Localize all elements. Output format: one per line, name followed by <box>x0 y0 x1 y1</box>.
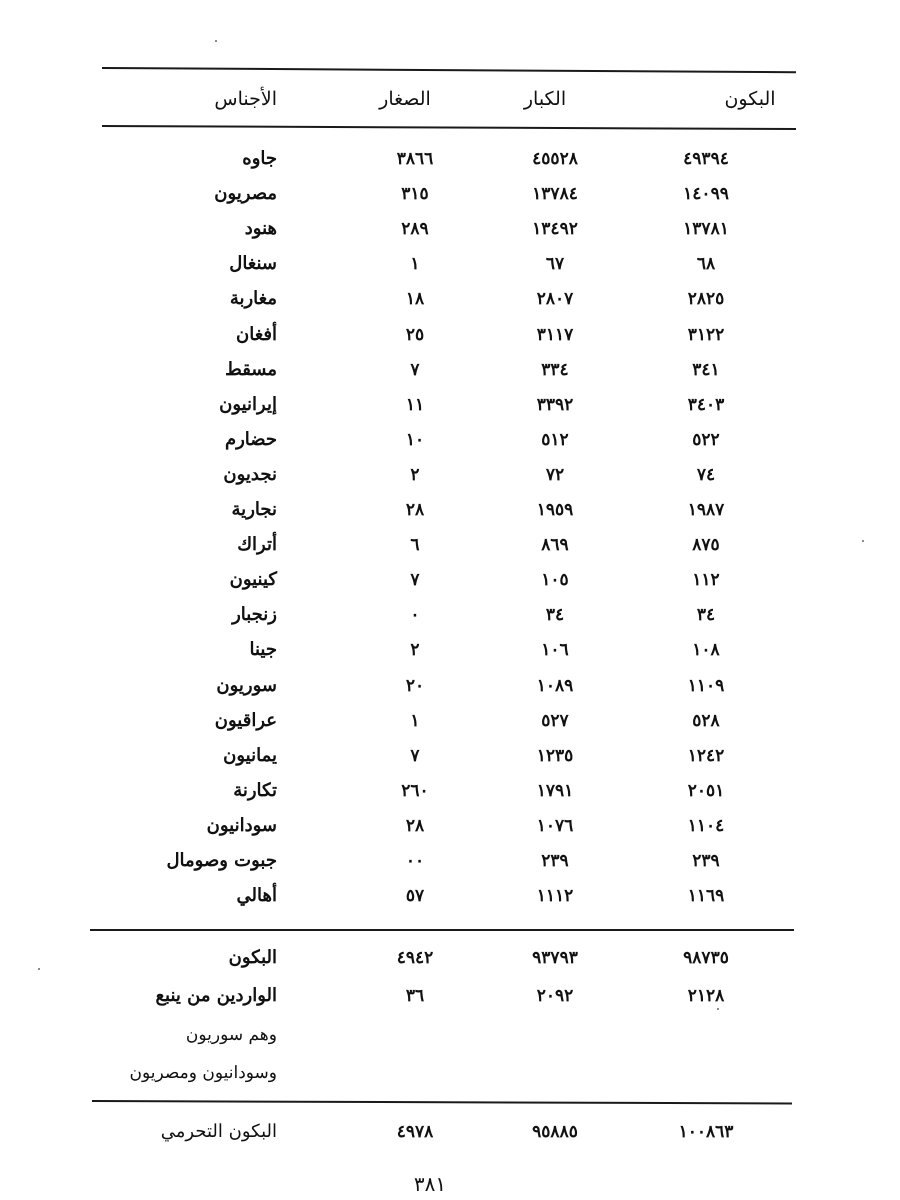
row-name: زنجبار <box>232 604 277 626</box>
summary-row <box>0 979 900 1013</box>
row-big: ٢٣٩ <box>541 851 569 871</box>
table-row <box>0 774 900 808</box>
top-rule <box>102 67 796 73</box>
summary-row <box>0 941 900 975</box>
row-big: ١٠٥ <box>541 570 569 591</box>
row-name: تكارنة <box>233 779 277 801</box>
row-big: ٧٢ <box>545 464 565 485</box>
row-total: ٥٢٨ <box>692 710 720 731</box>
summary-small: ٣٦ <box>405 986 425 1006</box>
table-row <box>0 598 900 632</box>
table-row <box>0 177 900 211</box>
row-name: عراقيون <box>214 709 277 731</box>
row-total: ٧٤ <box>696 464 716 485</box>
table-row <box>0 212 900 246</box>
grand-total-big: ٩٥٨٨٥ <box>532 1122 578 1142</box>
row-small: ٣٨٦٦ <box>396 149 434 169</box>
row-name: مصريون <box>214 183 277 205</box>
row-total: ١١٦٩ <box>687 886 725 907</box>
table-row <box>0 739 900 773</box>
row-total: ٣٤١ <box>692 359 720 380</box>
row-small: ١٠ <box>405 429 425 450</box>
row-total: ٤٩٣٩٤ <box>683 149 729 169</box>
row-small: ٥٧ <box>405 886 425 907</box>
header-big: الكبار <box>523 88 567 110</box>
row-big: ٥١٢ <box>541 429 569 450</box>
table-row <box>0 318 900 352</box>
row-name: هنود <box>244 218 277 240</box>
row-total: ٦٨ <box>696 254 716 275</box>
grand-total-total: ١٠٠٨٦٣ <box>678 1122 734 1142</box>
scan-speck <box>38 968 40 970</box>
row-big: ١٣٤٩٢ <box>532 219 578 240</box>
row-name: أتراك <box>237 534 277 556</box>
row-big: ٤٥٥٢٨ <box>532 149 578 169</box>
row-total: ٨٧٥ <box>692 535 720 556</box>
row-big: ١٧٩١ <box>536 780 574 801</box>
table-row <box>0 458 900 492</box>
row-name: مغاربة <box>229 288 277 310</box>
row-name: نجديون <box>223 463 277 485</box>
summary-note-line: وسودانيون ومصريون <box>129 1063 277 1083</box>
header-total: البكون <box>724 88 776 110</box>
row-small: ١ <box>410 254 420 275</box>
row-total: ١٤٠٩٩ <box>683 184 729 205</box>
row-small: ٧ <box>410 359 420 380</box>
row-total: ٣٤٠٣ <box>687 394 725 415</box>
row-small: ١٨ <box>405 289 425 310</box>
grand-total-name: البكون التحرمي <box>160 1121 277 1142</box>
row-total: ١٩٨٧ <box>687 500 725 520</box>
summary-total: ٩٨٧٣٥ <box>683 948 729 968</box>
row-small: ٦ <box>410 535 420 556</box>
row-name: حضارم <box>224 428 277 450</box>
summary-big: ٩٣٧٩٣ <box>532 948 578 968</box>
table-row <box>0 142 900 176</box>
scan-speck <box>862 540 864 542</box>
table-row <box>0 353 900 387</box>
summary-total: ٢١٢٨ <box>687 986 725 1006</box>
summary-name: البكون <box>228 947 277 968</box>
row-name: جبوت وصومال <box>166 850 277 871</box>
table-row <box>0 388 900 422</box>
row-big: ٨٦٩ <box>541 535 569 556</box>
row-name: يمانيون <box>223 744 277 766</box>
grand-total-row <box>0 1115 900 1149</box>
row-big: ٣٤ <box>545 605 565 626</box>
scan-speck <box>215 40 217 42</box>
page-number: ٣٨١ <box>413 1172 447 1196</box>
row-total: ٣١٢٢ <box>687 324 725 345</box>
table-row <box>0 423 900 457</box>
summary-small: ٤٩٤٢ <box>396 948 434 968</box>
row-big: ١٣٧٨٤ <box>532 184 578 205</box>
table-row <box>0 493 900 527</box>
row-total: ١١٠٤ <box>687 815 725 836</box>
table-header <box>0 82 900 116</box>
row-big: ١٢٣٥ <box>536 745 574 766</box>
row-small: ٢٨ <box>405 500 425 520</box>
scan-speck <box>717 1008 719 1010</box>
row-name: كينيون <box>229 569 277 591</box>
row-total: ١٣٧٨١ <box>683 219 729 240</box>
row-name: أهالي <box>236 885 277 907</box>
row-total: ١١٠٩ <box>687 675 725 696</box>
row-big: ١٩٥٩ <box>536 500 574 520</box>
row-name: سنغال <box>229 253 277 275</box>
table-row <box>0 809 900 843</box>
row-total: ٣٤ <box>696 605 716 626</box>
row-small: ٢٠ <box>405 675 425 696</box>
table-row <box>0 282 900 316</box>
row-big: ٣١١٧ <box>536 324 574 345</box>
row-small: ٢٨ <box>405 815 425 836</box>
row-name: مسقط <box>225 358 277 380</box>
row-name: جاوه <box>242 148 277 169</box>
header-small: الصغار <box>379 88 431 110</box>
row-big: ٣٣٤ <box>541 359 569 380</box>
row-total: ٢٣٩ <box>692 851 720 871</box>
row-big: ١١١٢ <box>536 886 574 907</box>
row-total: ١٠٨ <box>692 640 720 661</box>
summary-rule <box>90 929 794 931</box>
summary-big: ٢٠٩٢ <box>536 986 574 1006</box>
row-total: ٢٠٥١ <box>687 780 725 801</box>
row-big: ١٠٧٦ <box>536 815 574 836</box>
row-big: ١٠٦ <box>541 640 569 661</box>
row-big: ١٠٨٩ <box>536 675 574 696</box>
table-row <box>0 563 900 597</box>
table-row <box>0 633 900 667</box>
row-small: ٣١٥ <box>401 184 429 205</box>
row-small: ٠ <box>410 605 420 626</box>
row-small: ٧ <box>410 570 420 591</box>
row-name: جينا <box>249 639 277 661</box>
row-small: ٢٨٩ <box>401 219 429 240</box>
row-total: ٢٨٢٥ <box>687 289 725 310</box>
row-total: ١١٢ <box>692 570 720 591</box>
row-small: ١ <box>410 710 420 731</box>
header-name: الأجناس <box>214 88 277 110</box>
header-rule <box>102 125 796 130</box>
row-small: ٢ <box>410 464 420 485</box>
row-small: ١١ <box>405 394 425 415</box>
row-small: ٢ <box>410 640 420 661</box>
row-name: أفغان <box>236 323 277 345</box>
row-big: ٢٨٠٧ <box>536 289 574 310</box>
table-row <box>0 669 900 703</box>
row-small: ٧ <box>410 745 420 766</box>
row-big: ٣٣٩٢ <box>536 394 574 415</box>
row-small: ٠٠ <box>405 851 425 871</box>
row-total: ١٢٤٢ <box>687 745 725 766</box>
row-big: ٥٢٧ <box>541 710 569 731</box>
summary-note-line: وهم سوريون <box>185 1025 277 1045</box>
table-row <box>0 528 900 562</box>
summary-name: الواردين من ينبع <box>155 985 277 1006</box>
row-total: ٥٢٢ <box>692 429 720 450</box>
total-rule <box>92 1100 792 1104</box>
row-name: إيرانيون <box>219 393 277 415</box>
row-name: سودانيون <box>206 814 277 836</box>
row-name: سوريون <box>216 674 277 696</box>
table-row <box>0 879 900 913</box>
table-row <box>0 704 900 738</box>
table-row <box>0 844 900 878</box>
grand-total-small: ٤٩٧٨ <box>396 1122 434 1142</box>
row-small: ٢٦٠ <box>401 780 429 801</box>
table-row <box>0 247 900 281</box>
row-small: ٢٥ <box>405 324 425 345</box>
row-name: نجارية <box>231 499 277 520</box>
row-big: ٦٧ <box>545 254 565 275</box>
